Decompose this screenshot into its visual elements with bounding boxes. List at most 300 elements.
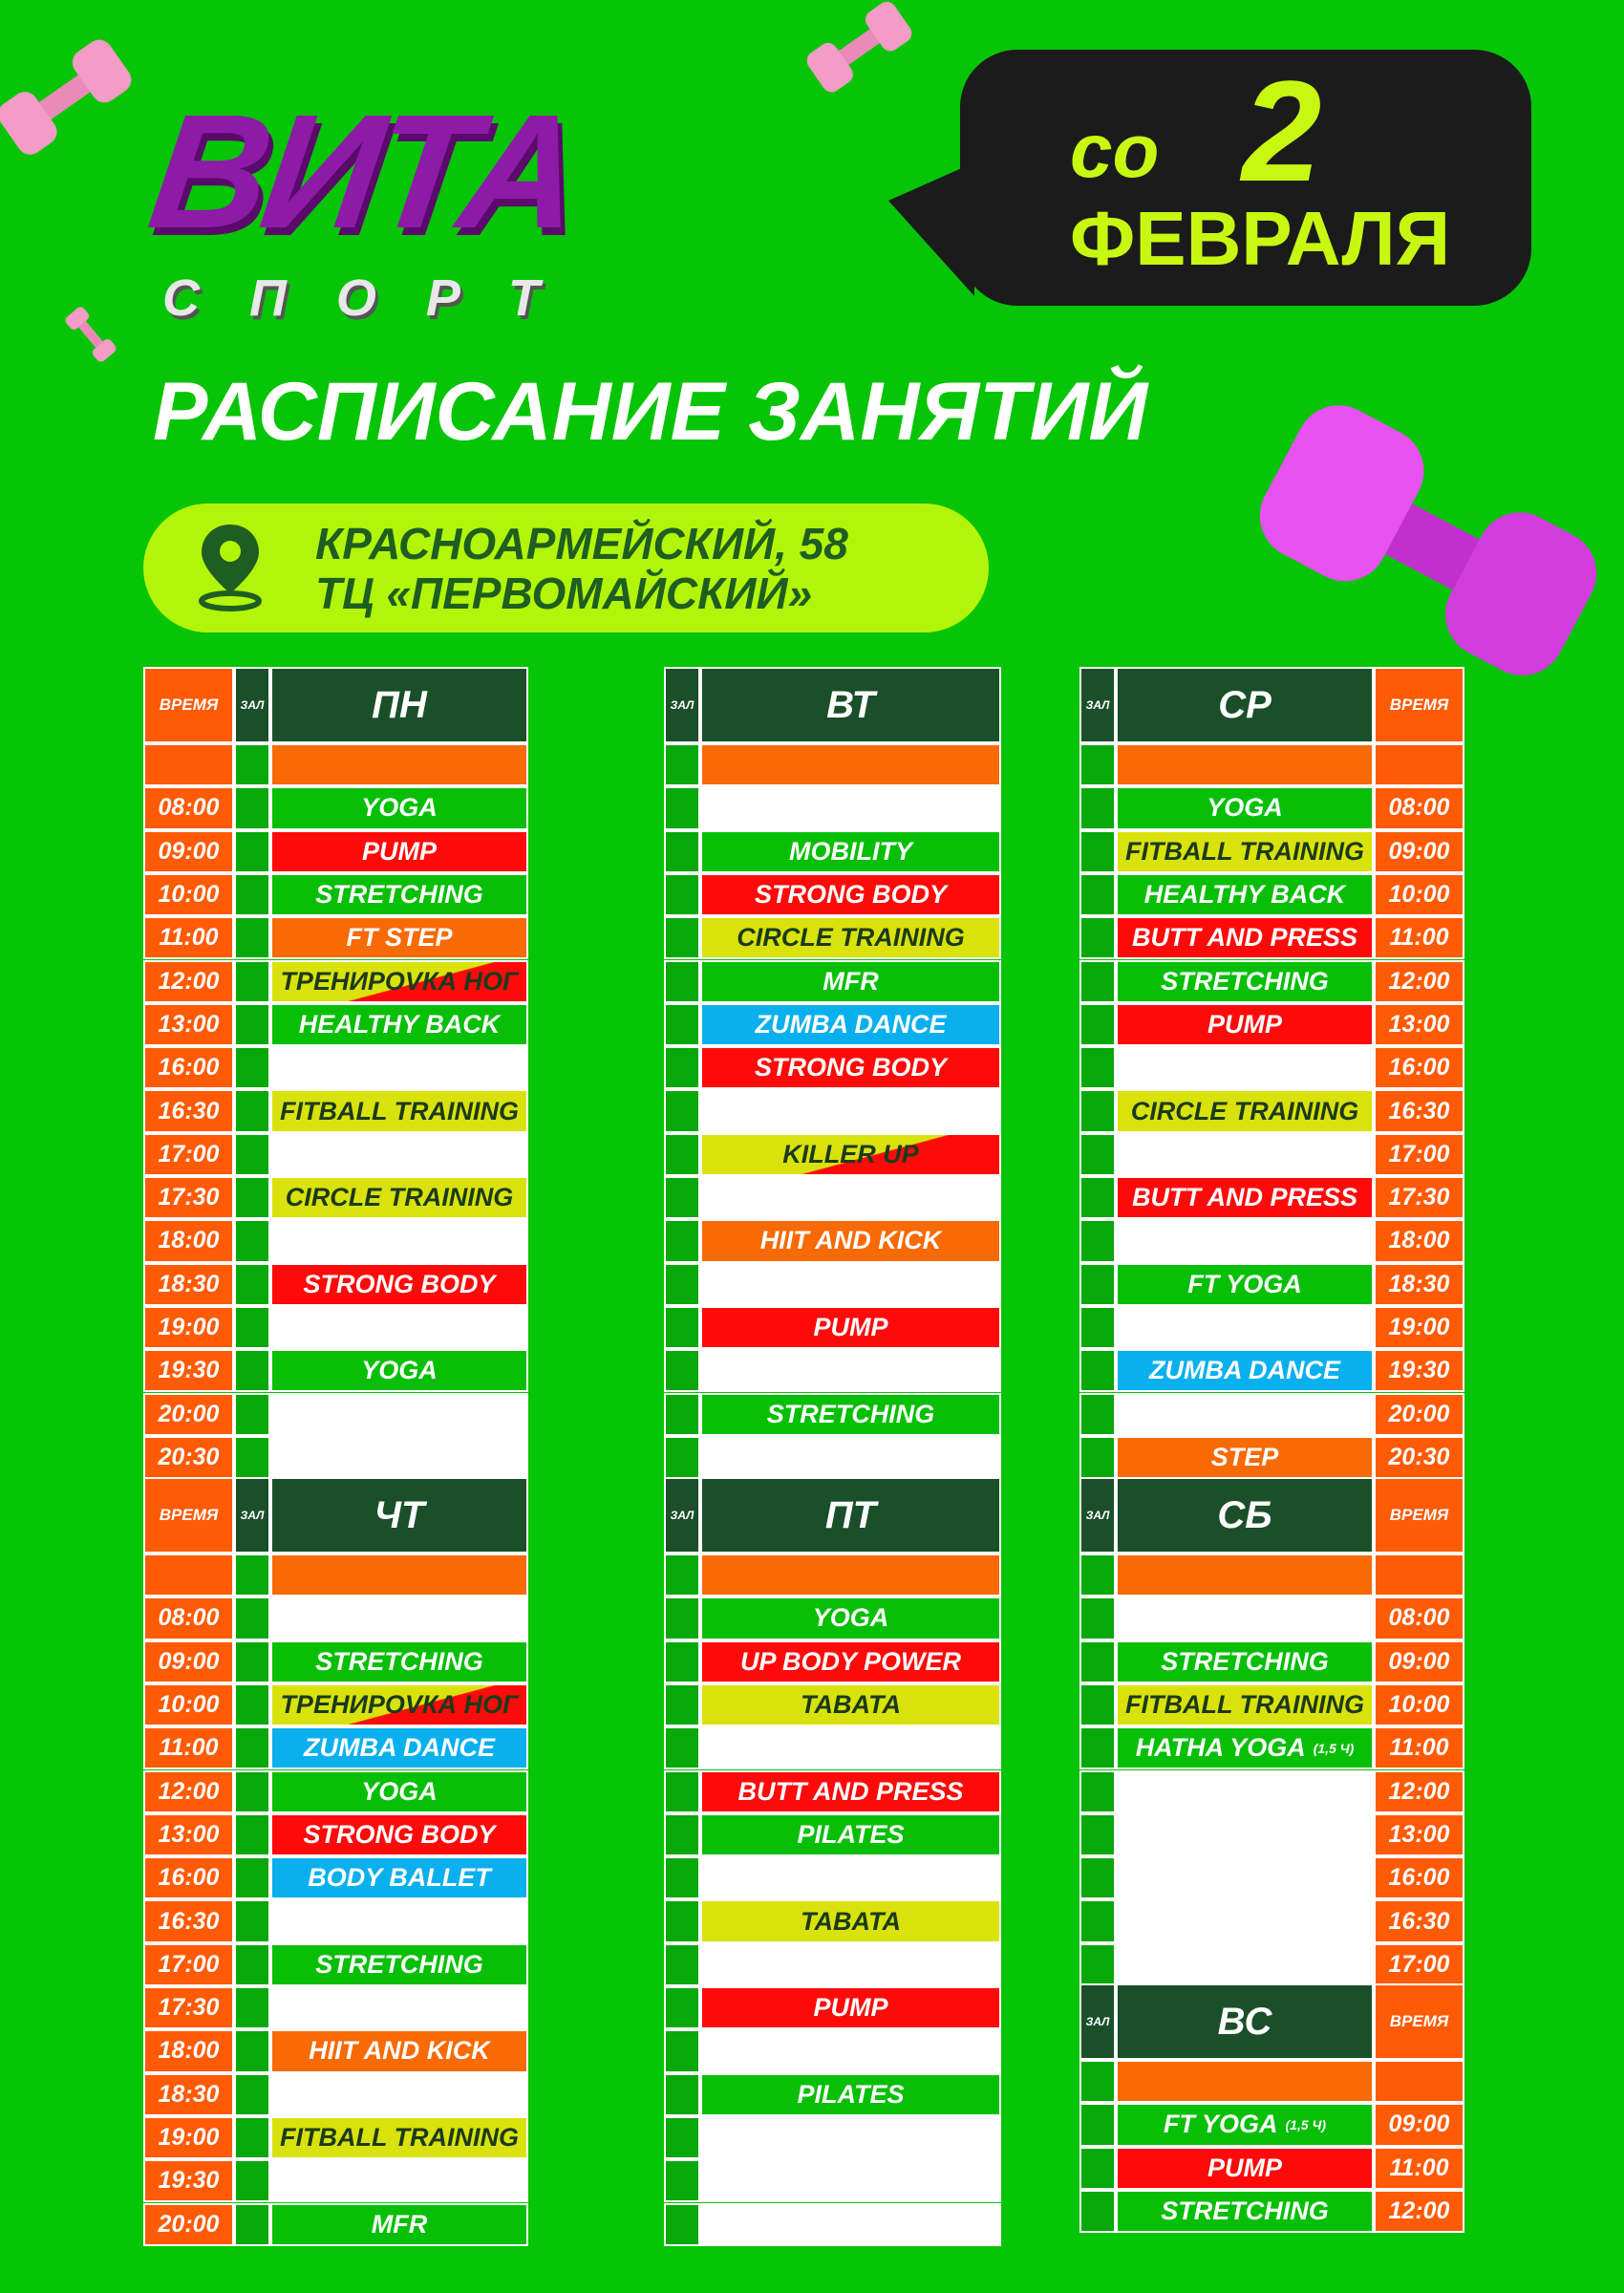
time-cell: 16:30 <box>1374 1089 1464 1132</box>
hall-cell <box>664 2159 700 2202</box>
class-cell <box>700 2159 1001 2202</box>
hall-cell <box>664 1003 700 1046</box>
time-cell: 18:00 <box>143 2029 234 2072</box>
hall-cell <box>234 916 270 959</box>
time-cell: 19:00 <box>143 2116 234 2159</box>
class-name: BODY BALLET <box>308 1863 491 1893</box>
hall-cell <box>234 2073 270 2116</box>
hall-cell <box>1079 1393 1116 1436</box>
class-cell <box>270 2029 528 2072</box>
class-name: BUTT AND PRESS <box>1131 1183 1357 1212</box>
class-name: UP BODY POWER <box>739 1646 962 1676</box>
time-cell: 17:00 <box>143 1133 234 1176</box>
class-name: STRETCHING <box>315 880 483 910</box>
class-cell <box>270 1683 528 1726</box>
hall-cell <box>664 1640 700 1683</box>
time-header: ВРЕМЯ <box>1374 667 1464 743</box>
hall-cell <box>1079 2103 1116 2146</box>
hall-cell <box>234 1943 270 1986</box>
hall-cell <box>664 1436 700 1479</box>
time-cell: 20:00 <box>143 1393 234 1436</box>
class-name: ТРЕНИРОVКА НОГ <box>280 966 519 996</box>
hall-cell <box>1079 1856 1116 1899</box>
hall-cell <box>664 1683 700 1726</box>
class-name: YOGA <box>1207 793 1283 823</box>
time-cell: 17:00 <box>1374 1133 1464 1176</box>
time-cell <box>1374 2060 1464 2103</box>
hall-cell <box>234 1726 270 1769</box>
class-cell <box>1116 2147 1374 2190</box>
address-line-1: КРАСНОАРМЕЙСКИЙ, 58 <box>315 519 848 568</box>
class-cell <box>700 960 1001 1003</box>
time-cell: 18:30 <box>1374 1263 1464 1306</box>
class-cell <box>270 2159 528 2202</box>
class-cell <box>270 1943 528 1986</box>
class-cell <box>700 1176 1001 1219</box>
hall-cell <box>664 1393 700 1436</box>
time-cell: 08:00 <box>1374 1597 1464 1639</box>
class-cell <box>700 1726 1001 1769</box>
class-cell <box>700 743 1001 786</box>
hall-cell <box>234 1770 270 1813</box>
class-name: YOGA <box>361 1776 438 1806</box>
hall-cell <box>234 830 270 873</box>
hall-cell <box>1079 1726 1116 1769</box>
class-cell <box>700 1813 1001 1856</box>
hall-cell <box>664 1133 700 1176</box>
hall-cell <box>234 743 270 786</box>
class-cell <box>700 1856 1001 1899</box>
class-cell <box>270 1770 528 1813</box>
day-header: ВТ <box>700 667 1001 743</box>
class-cell <box>1116 1003 1374 1046</box>
start-date-day: 2 <box>1242 51 1322 211</box>
time-cell: 08:00 <box>1374 786 1464 829</box>
time-cell: 19:30 <box>143 1349 234 1392</box>
time-cell: 16:00 <box>1374 1856 1464 1899</box>
hall-cell <box>664 1263 700 1306</box>
time-cell: 17:30 <box>143 1176 234 1219</box>
time-cell <box>143 743 234 786</box>
hall-cell <box>1079 1219 1116 1262</box>
time-cell: 20:00 <box>143 2203 234 2246</box>
day-header: СБ <box>1116 1477 1374 1554</box>
class-cell <box>700 786 1001 829</box>
time-cell: 18:30 <box>143 1263 234 1306</box>
time-cell: 09:00 <box>1374 830 1464 873</box>
hall-cell <box>1079 1436 1116 1479</box>
class-cell <box>1116 1554 1374 1597</box>
class-cell <box>1116 1683 1374 1726</box>
time-cell: 11:00 <box>143 916 234 959</box>
class-cell <box>1116 1089 1374 1132</box>
day-header: ЧТ <box>270 1477 528 1554</box>
hall-cell <box>1079 916 1116 959</box>
class-name: PILATES <box>797 2079 905 2109</box>
hall-cell <box>234 786 270 829</box>
class-cell <box>270 1263 528 1306</box>
time-cell: 20:30 <box>1374 1436 1464 1479</box>
class-cell <box>1116 873 1374 916</box>
class-cell <box>270 1176 528 1219</box>
class-cell <box>700 830 1001 873</box>
class-cell <box>270 1133 528 1176</box>
hall-cell <box>234 1176 270 1219</box>
hall-cell <box>234 2159 270 2202</box>
class-name: STRONG BODY <box>303 1269 496 1298</box>
time-cell: 18:30 <box>143 2073 234 2116</box>
class-name: STRETCHING <box>1161 2197 1329 2226</box>
time-cell: 16:30 <box>143 1089 234 1132</box>
time-cell: 09:00 <box>1374 2103 1464 2146</box>
class-cell <box>270 830 528 873</box>
class-cell <box>700 1597 1001 1639</box>
class-name: YOGA <box>361 1356 438 1385</box>
logo-title: ВИТА <box>139 81 588 263</box>
hall-header: ЗАЛ <box>1079 1983 1116 2060</box>
class-cell <box>1116 1899 1374 1942</box>
time-cell: 17:30 <box>1374 1176 1464 1219</box>
start-date-month: ФЕВРАЛЯ <box>1070 196 1451 281</box>
class-name: FITBALL TRAINING <box>280 2123 519 2153</box>
class-cell <box>270 960 528 1003</box>
class-cell <box>1116 1813 1374 1856</box>
time-cell: 19:00 <box>143 1306 234 1349</box>
time-header: ВРЕМЯ <box>1374 1477 1464 1554</box>
class-name: YOGA <box>812 1603 889 1633</box>
class-cell <box>270 1089 528 1132</box>
class-cell <box>1116 1770 1374 1813</box>
hall-cell <box>234 1306 270 1349</box>
hall-cell <box>664 1813 700 1856</box>
time-header: ВРЕМЯ <box>1374 1983 1464 2060</box>
hall-cell <box>234 1683 270 1726</box>
hall-header: ЗАЛ <box>234 667 270 743</box>
hall-cell <box>664 743 700 786</box>
hall-cell <box>234 1089 270 1132</box>
class-cell <box>700 1770 1001 1813</box>
hall-cell <box>664 1770 700 1813</box>
class-cell <box>1116 1393 1374 1436</box>
class-cell <box>1116 1943 1374 1986</box>
hall-cell <box>664 1856 700 1899</box>
time-cell: 20:30 <box>143 1436 234 1479</box>
hall-cell <box>1079 1003 1116 1046</box>
time-cell: 16:00 <box>1374 1046 1464 1089</box>
hall-cell <box>664 1089 700 1132</box>
class-name: STRONG BODY <box>754 880 947 910</box>
time-cell: 20:00 <box>1374 1393 1464 1436</box>
class-cell <box>1116 1046 1374 1089</box>
class-name: CIRCLE TRAINING <box>285 1183 514 1212</box>
class-cell <box>700 1899 1001 1942</box>
class-name: STRONG BODY <box>754 1053 947 1082</box>
hall-cell <box>234 1219 270 1262</box>
class-name: HEALTHY BACK <box>298 1009 501 1039</box>
class-name: PILATES <box>797 1819 905 1849</box>
hall-cell <box>1079 1176 1116 1219</box>
time-cell: 13:00 <box>143 1813 234 1856</box>
class-name: CIRCLE TRAINING <box>737 923 965 953</box>
class-cell <box>270 916 528 959</box>
class-cell <box>270 786 528 829</box>
hall-header: ЗАЛ <box>664 667 700 743</box>
class-name: FT YOGA <box>1163 2110 1278 2139</box>
class-cell <box>270 1554 528 1597</box>
class-name: HEALTHY BACK <box>1143 880 1346 910</box>
class-name: FITBALL TRAINING <box>1125 1690 1364 1720</box>
class-name: YOGA <box>361 793 438 823</box>
time-cell: 09:00 <box>143 1640 234 1683</box>
hall-cell <box>234 1597 270 1639</box>
class-cell <box>1116 830 1374 873</box>
class-name: HIIT AND KICK <box>309 2036 490 2066</box>
class-cell <box>270 1393 528 1436</box>
time-cell: 18:00 <box>1374 1219 1464 1262</box>
address <box>315 519 848 618</box>
hall-cell <box>1079 1770 1116 1813</box>
time-cell: 10:00 <box>1374 873 1464 916</box>
class-cell <box>700 1349 1001 1392</box>
class-cell <box>1116 1597 1374 1639</box>
class-cell <box>1116 1726 1374 1769</box>
time-cell: 17:00 <box>1374 1943 1464 1986</box>
hall-cell <box>234 960 270 1003</box>
logo-subtitle: СПОРТ <box>162 269 589 327</box>
class-cell <box>700 2073 1001 2116</box>
hall-cell <box>1079 2147 1116 2190</box>
hall-cell <box>664 1597 700 1639</box>
class-name: STEP <box>1210 1442 1279 1471</box>
class-cell <box>1116 1856 1374 1899</box>
class-name: PUMP <box>1207 2153 1282 2182</box>
day-header: ПН <box>270 667 528 743</box>
class-name: MFR <box>823 966 879 996</box>
hall-cell <box>664 960 700 1003</box>
time-cell: 16:30 <box>1374 1899 1464 1942</box>
time-cell: 17:00 <box>143 1943 234 1986</box>
hall-cell <box>234 1003 270 1046</box>
class-cell <box>1116 2103 1374 2146</box>
hall-header: ЗАЛ <box>1079 667 1116 743</box>
hall-cell <box>234 2203 270 2246</box>
class-name: STRETCHING <box>766 1399 935 1428</box>
time-cell: 13:00 <box>1374 1813 1464 1856</box>
class-cell <box>270 1640 528 1683</box>
time-cell: 11:00 <box>143 1726 234 1769</box>
time-cell: 19:30 <box>1374 1349 1464 1392</box>
class-name: FT STEP <box>346 923 453 953</box>
class-cell <box>1116 916 1374 959</box>
class-cell <box>1116 960 1374 1003</box>
hall-cell <box>1079 1306 1116 1349</box>
time-cell <box>1374 743 1464 786</box>
class-cell <box>270 1813 528 1856</box>
class-cell <box>1116 1349 1374 1392</box>
hall-cell <box>234 1436 270 1479</box>
class-cell <box>270 2073 528 2116</box>
class-cell <box>1116 786 1374 829</box>
class-cell <box>700 1393 1001 1436</box>
class-cell <box>700 2116 1001 2159</box>
class-cell <box>700 916 1001 959</box>
hall-cell <box>664 1726 700 1769</box>
class-cell <box>700 1986 1001 2029</box>
hall-cell <box>234 1554 270 1597</box>
hall-cell <box>234 1899 270 1942</box>
hall-cell <box>664 1306 700 1349</box>
class-cell <box>270 1899 528 1942</box>
class-name: STRETCHING <box>1161 1646 1329 1676</box>
hall-cell <box>1079 960 1116 1003</box>
class-name: CIRCLE TRAINING <box>1130 1096 1359 1125</box>
hall-cell <box>664 1943 700 1986</box>
time-header: ВРЕМЯ <box>143 667 234 743</box>
time-cell: 13:00 <box>1374 1003 1464 1046</box>
time-cell: 12:00 <box>1374 2190 1464 2233</box>
dumbbell-icon <box>0 29 134 172</box>
class-cell <box>270 1986 528 2029</box>
class-name: FITBALL TRAINING <box>280 1096 519 1125</box>
class-cell <box>270 2203 528 2246</box>
dumbbell-icon <box>807 0 912 96</box>
hall-header: ЗАЛ <box>664 1477 700 1554</box>
dumbbell-icon <box>62 306 119 363</box>
class-cell <box>700 1436 1001 1479</box>
hall-cell <box>1079 1554 1116 1597</box>
class-cell <box>270 1003 528 1046</box>
class-cell <box>1116 2060 1374 2103</box>
hall-cell <box>664 1554 700 1597</box>
day-header: ВС <box>1116 1983 1374 2060</box>
hall-cell <box>1079 1263 1116 1306</box>
class-name: STRONG BODY <box>303 1819 496 1849</box>
class-cell <box>1116 743 1374 786</box>
hall-header: ЗАЛ <box>234 1477 270 1554</box>
hall-cell <box>664 1046 700 1089</box>
hall-cell <box>664 786 700 829</box>
class-cell <box>700 1640 1001 1683</box>
time-cell: 19:30 <box>143 2159 234 2202</box>
time-cell: 12:00 <box>143 960 234 1003</box>
class-name: BUTT AND PRESS <box>737 1776 964 1806</box>
hall-cell <box>1079 1349 1116 1392</box>
hall-cell <box>234 1046 270 1089</box>
class-name: PUMP <box>1207 1009 1282 1039</box>
class-name: MOBILITY <box>789 836 912 866</box>
class-cell <box>270 1597 528 1639</box>
hall-cell <box>664 2029 700 2072</box>
hall-cell <box>1079 1046 1116 1089</box>
time-cell: 19:00 <box>1374 1306 1464 1349</box>
time-cell: 10:00 <box>1374 1683 1464 1726</box>
time-cell: 09:00 <box>143 830 234 873</box>
time-cell: 11:00 <box>1374 1726 1464 1769</box>
class-cell <box>1116 1219 1374 1262</box>
class-name: TABATA <box>801 1906 901 1936</box>
hall-cell <box>664 1219 700 1262</box>
class-name: ТРЕНИРОVКА НОГ <box>280 1690 519 1720</box>
time-cell: 10:00 <box>143 1683 234 1726</box>
class-name: STRETCHING <box>315 1949 483 1979</box>
class-name: FT YOGA <box>1187 1269 1302 1298</box>
time-cell: 16:00 <box>143 1856 234 1899</box>
hall-cell <box>1079 786 1116 829</box>
hall-cell <box>664 2073 700 2116</box>
hall-cell <box>234 1640 270 1683</box>
class-cell <box>1116 1176 1374 1219</box>
address-line-2: ТЦ «ПЕРВОМАЙСКИЙ» <box>315 568 813 618</box>
hall-header: ЗАЛ <box>1079 1477 1116 1554</box>
hall-cell <box>664 830 700 873</box>
time-cell <box>143 1554 234 1597</box>
class-cell <box>700 1046 1001 1089</box>
time-cell <box>1374 1554 1464 1597</box>
time-cell: 12:00 <box>143 1770 234 1813</box>
hall-cell <box>664 1899 700 1942</box>
class-name: FITBALL TRAINING <box>1125 836 1364 866</box>
class-cell <box>270 1306 528 1349</box>
class-cell <box>270 1219 528 1262</box>
class-cell <box>270 743 528 786</box>
class-cell <box>1116 1640 1374 1683</box>
time-cell: 11:00 <box>1374 2147 1464 2190</box>
class-cell <box>1116 1306 1374 1349</box>
class-cell <box>700 1219 1001 1262</box>
class-cell <box>1116 1263 1374 1306</box>
class-cell <box>1116 1436 1374 1479</box>
hall-cell <box>234 2029 270 2072</box>
hall-cell <box>664 2116 700 2159</box>
hall-cell <box>1079 1813 1116 1856</box>
hall-cell <box>234 1133 270 1176</box>
time-cell: 13:00 <box>143 1003 234 1046</box>
class-cell <box>700 1943 1001 1986</box>
hall-cell <box>234 1263 270 1306</box>
class-cell <box>270 1436 528 1479</box>
hall-cell <box>234 1856 270 1899</box>
class-cell <box>270 873 528 916</box>
hall-cell <box>1079 1683 1116 1726</box>
time-cell: 08:00 <box>143 1597 234 1639</box>
time-cell: 12:00 <box>1374 1770 1464 1813</box>
hall-cell <box>1079 1943 1116 1986</box>
class-cell <box>270 1046 528 1089</box>
class-name: PUMP <box>813 1313 888 1342</box>
hall-cell <box>234 1393 270 1436</box>
class-cell <box>700 1089 1001 1132</box>
class-cell <box>700 1683 1001 1726</box>
hall-cell <box>1079 1089 1116 1132</box>
hall-cell <box>1079 1640 1116 1683</box>
time-cell: 12:00 <box>1374 960 1464 1003</box>
class-name: PUMP <box>361 836 437 866</box>
class-cell <box>270 2116 528 2159</box>
start-date-prefix: со <box>1070 108 1160 193</box>
class-duration-note: (1,5 Ч) <box>1313 1740 1355 1756</box>
class-name: BUTT AND PRESS <box>1131 923 1357 953</box>
class-cell <box>700 2029 1001 2072</box>
time-cell: 09:00 <box>1374 1640 1464 1683</box>
hall-cell <box>234 2116 270 2159</box>
class-cell <box>700 1306 1001 1349</box>
class-name: MFR <box>371 2209 428 2239</box>
hall-cell <box>1079 2190 1116 2233</box>
time-cell: 16:30 <box>143 1899 234 1942</box>
hall-cell <box>1079 873 1116 916</box>
class-cell <box>270 1349 528 1392</box>
hall-cell <box>664 1349 700 1392</box>
